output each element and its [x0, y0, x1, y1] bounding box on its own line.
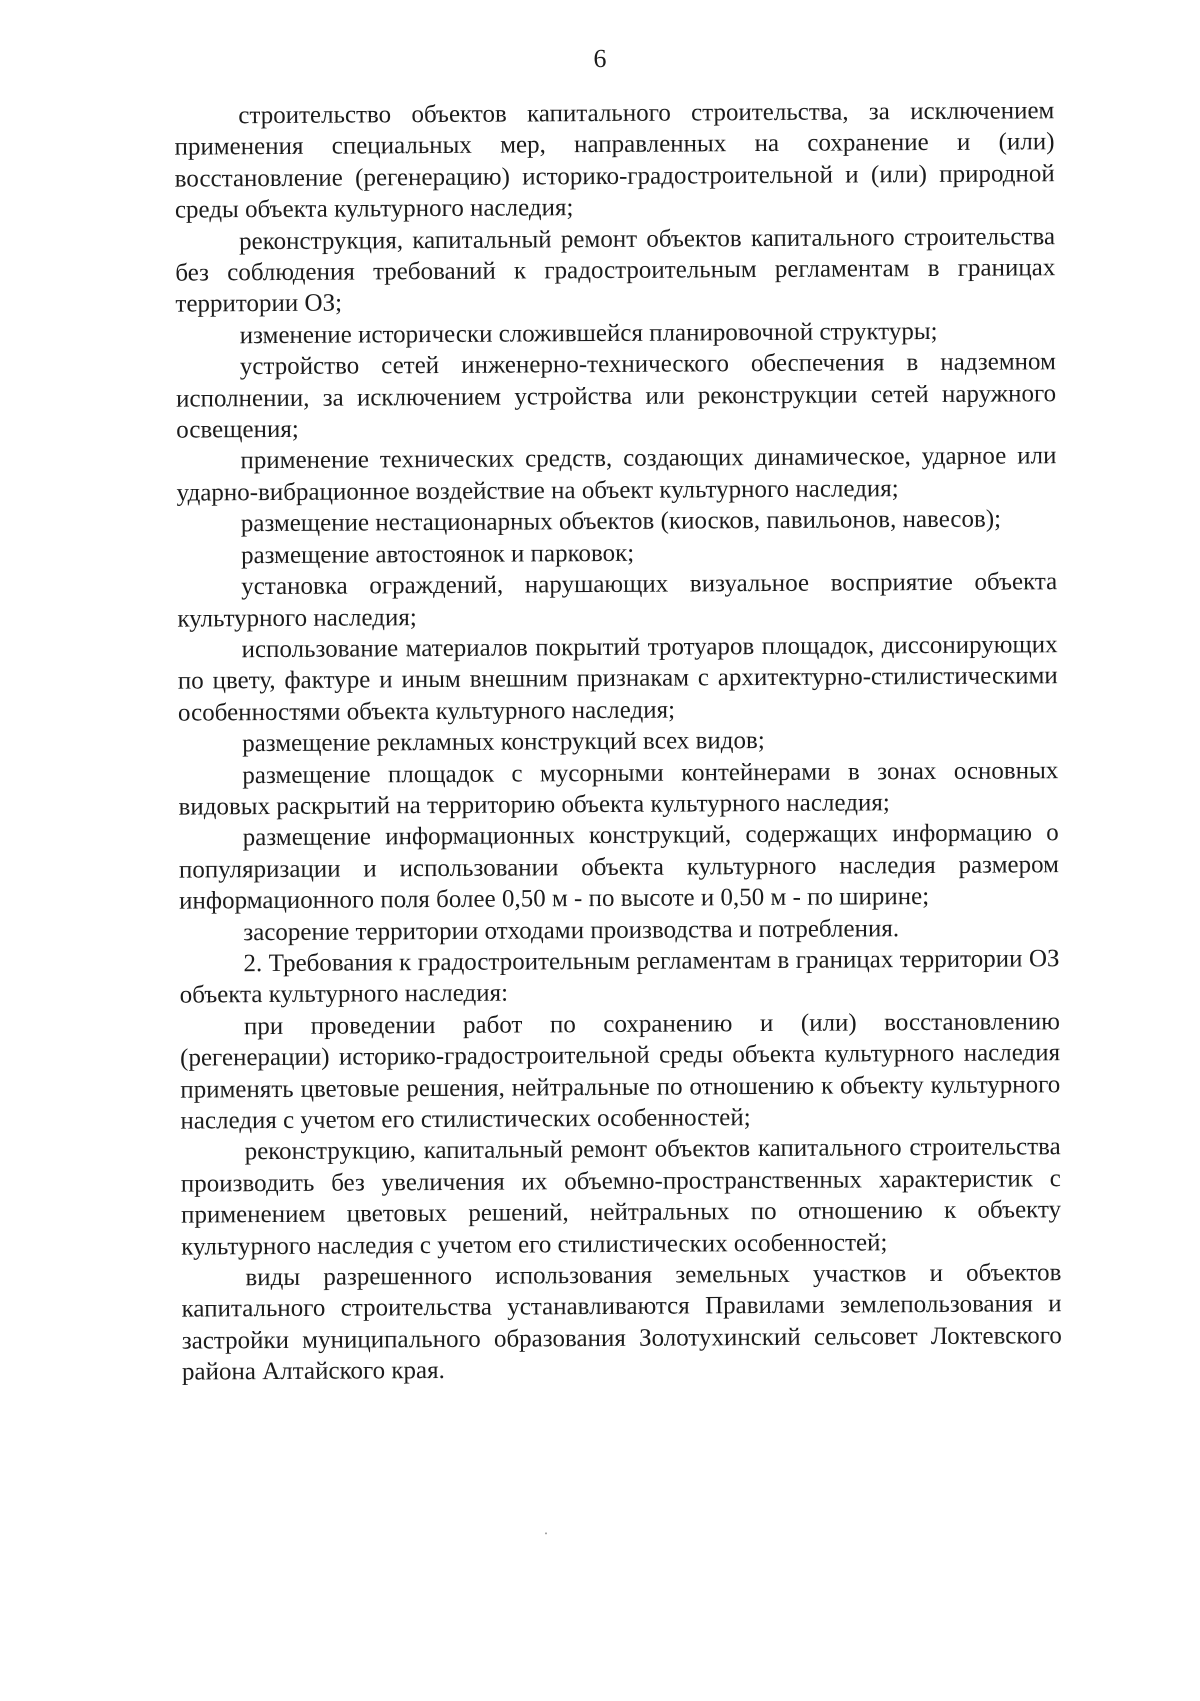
paragraph-9: использование материалов покрытий тротуаров площадок, диссонирующих по цвету, фактуре и иным внешним признакам с архитектурно-стилистическими особенностями объекта культурного наследия;: [177, 631, 1058, 727]
page-number: 6: [593, 43, 607, 74]
paragraph-10: размещение рекламных конструкций всех видов;: [242, 727, 765, 758]
paragraph-4: устройство сетей инженерно-технического обеспечения в надземном исполнении, за исключением устройства или реконструкции сетей наружного освещения;: [175, 348, 1057, 444]
section-2-heading: 2. Требования к градостроительным регламентам в границах территории ОЗ объекта культурного наследия:: [179, 945, 1060, 1009]
paragraph-16: реконструкцию, капитальный ремонт объектов капитального строительства производить без увеличения их объемно-пространственных характеристик с применением цветовых решений, нейтральных по отношению к объекту культурного наследия с учетом его стилистических особенностей;: [180, 1133, 1062, 1261]
paragraph-11: размещение площадок с мусорными контейнерами в зонах основных видовых раскрытий на территорию объекта культурного наследия;: [178, 756, 1059, 821]
paragraph-13: засорение территории отходами производства и потребления.: [243, 914, 900, 946]
scan-speck: [545, 1532, 547, 1534]
document-body: [174, 95, 1062, 1388]
paragraph-8: установка ограждений, нарушающих визуальное восприятие объекта культурного наследия;: [177, 568, 1058, 633]
paragraph-5: применение технических средств, создающих динамическое, ударное или ударно-вибрационное воздействие на объект культурного наследия;: [176, 442, 1057, 507]
paragraph-17: виды разрешенного использования земельных участков и объектов капитального строительства устанавливаются Правилами землепользования и застройки муниципального образования Золотухинский сельсовет Локтевского района Алтайского края.: [181, 1259, 1062, 1386]
paragraph-7: размещение автостоянок и парковок;: [240, 539, 635, 569]
paragraph-3: изменение исторически сложившейся планировочной структуры;: [239, 317, 938, 350]
paragraph-12: размещение информационных конструкций, содержащих информацию о популяризации и использовании объекта культурного наследия размером информационного поля более 0,50 м - по высоте и 0,50 м - по ширине;: [178, 819, 1060, 915]
paragraph-2: реконструкция, капитальный ремонт объектов капитального строительства без соблюдения требований к градостроительным регламентам в границах территории ОЗ;: [175, 222, 1056, 319]
paragraph-6: размещение нестационарных объектов (киосков, павильонов, навесов);: [240, 505, 1002, 538]
paragraph-15: при проведении работ по сохранению и (или) восстановлению (регенерации) историко-градостроительной среды объекта культурного наследия применять цветовые решения, нейтральные по отношению к объекту культурного наследия с учетом его стилистических особенностей;: [180, 1007, 1061, 1135]
paragraph-1: строительство объектов капитального строительства, за исключением применения специальных мер, направленных на сохранение и (или) восстановление (регенерацию) историко-градостроительной и (или) природной среды объекта культурного наследия;: [174, 97, 1055, 224]
